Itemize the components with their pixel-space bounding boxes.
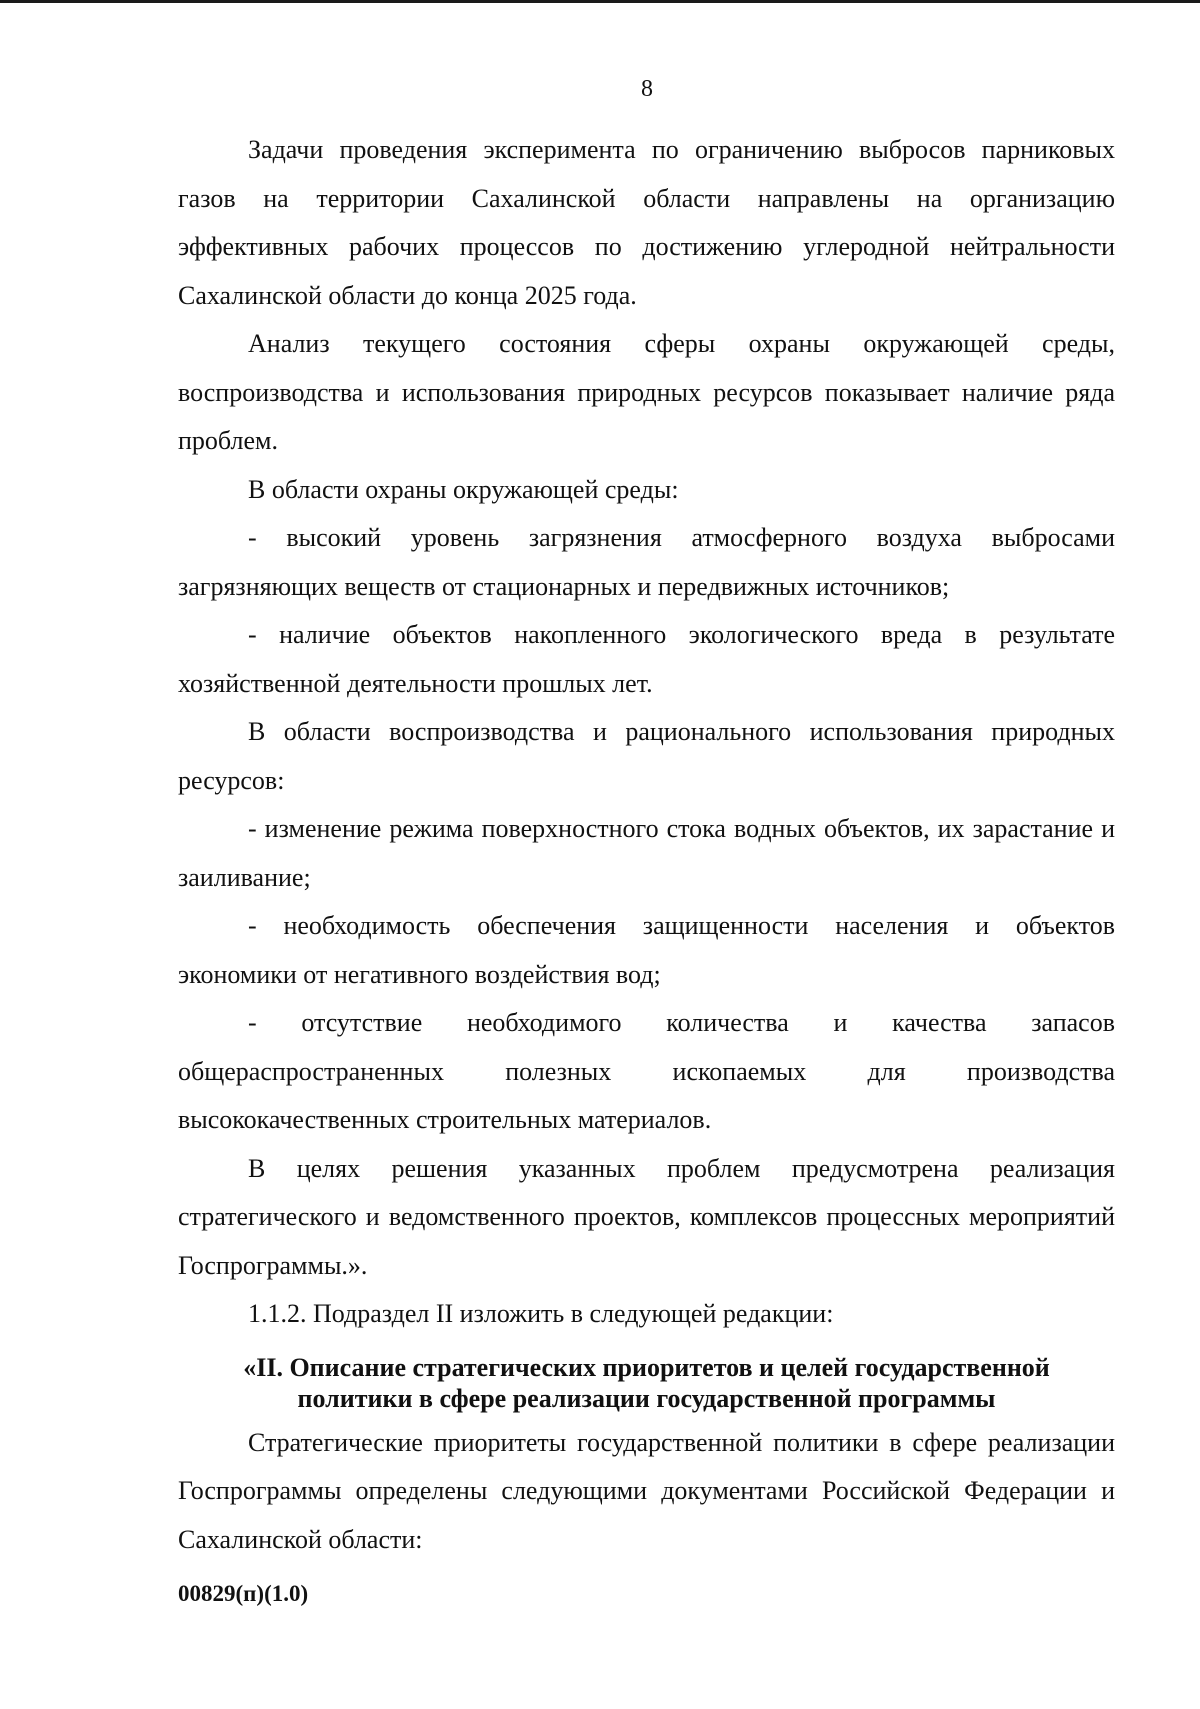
paragraph-environment-protection: В области охраны окружающей среды: [248, 474, 679, 504]
section-heading [178, 1339, 1115, 1419]
paragraph-resource-use: В области воспроизводства и рационального использования природных ресурсов: [178, 717, 1115, 795]
list-item-minerals: - отсутствие необходимого количества и качества запасов общераспространенных полезных ископаемых для производства высококачественных строительных материалов. [178, 1008, 1115, 1134]
document-code: 00829(п)(1.0) [178, 1581, 309, 1606]
paragraph-solutions: В целях решения указанных проблем предусмотрена реализация стратегического и ведомственного проектов, комплексов процессных мероприятий Госпрограммы.». [178, 1153, 1115, 1280]
page-top-edge [0, 0, 1200, 3]
document-body [178, 126, 1115, 1564]
paragraph-subsection-instruction: 1.1.2. Подраздел II изложить в следующей редакции: [248, 1299, 834, 1328]
section-heading-line-2: политики в сфере реализации государственной программы [297, 1383, 996, 1413]
paragraph-experiment-goals: Задачи проведения эксперимента по ограничению выбросов парниковых газов на территории Сахалинской области направлены на организацию эффективных рабочих процессов по достижению углеродной нейтральности Сахалинской области до конца 2025 года. [178, 135, 1115, 310]
list-item-water-runoff: - изменение режима поверхностного стока водных объектов, их зарастание и заиливание; [178, 814, 1115, 892]
list-item-water-protection: - необходимость обеспечения защищенности населения и объектов экономики от негативного воздействия вод; [178, 911, 1115, 989]
section-heading-line-1: «II. Описание стратегических приоритетов и целей государственной [243, 1352, 1050, 1382]
page-number: 8 [641, 76, 653, 102]
list-item-accumulated-harm: - наличие объектов накопленного экологического вреда в результате хозяйственной деятельности прошлых лет. [178, 620, 1115, 698]
paragraph-strategic-priorities: Стратегические приоритеты государственной политики в сфере реализации Госпрограммы определены следующими документами Российской Федерации и Сахалинской области: [178, 1427, 1115, 1554]
paragraph-analysis: Анализ текущего состояния сферы охраны окружающей среды, воспроизводства и использования природных ресурсов показывает наличие ряда проблем. [178, 329, 1115, 455]
list-item-air-pollution: - высокий уровень загрязнения атмосферного воздуха выбросами загрязняющих веществ от стационарных и передвижных источников; [178, 523, 1115, 601]
